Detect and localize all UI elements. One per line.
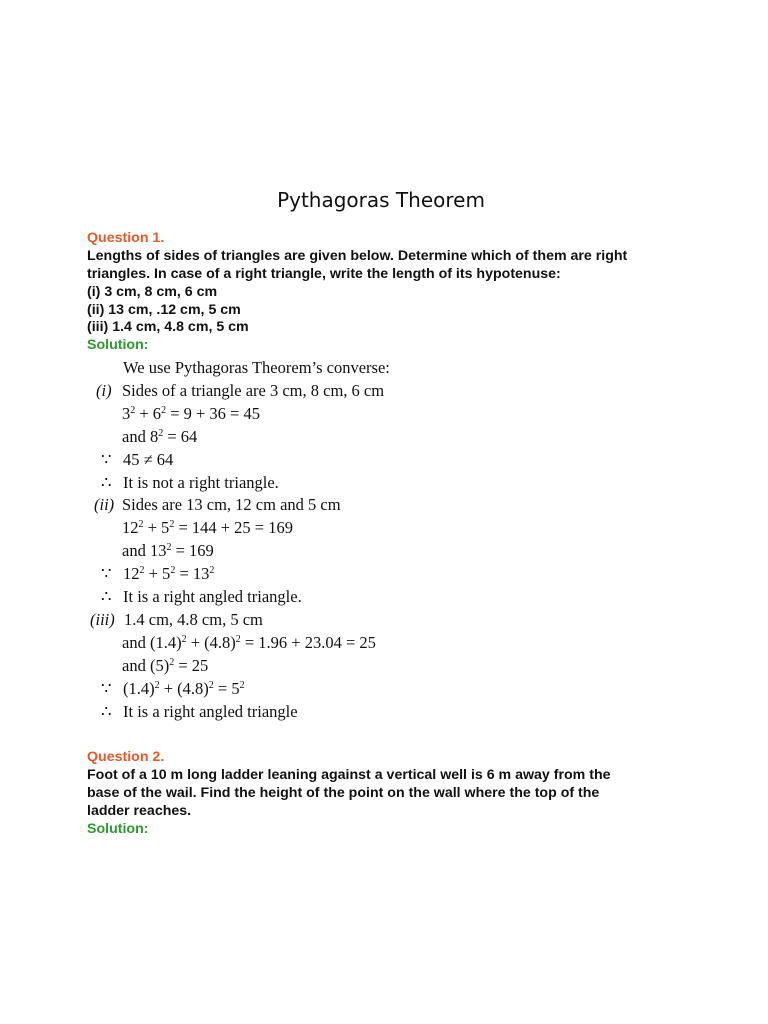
part-iii-heading: 1.4 cm, 4.8 cm, 5 cm bbox=[124, 610, 263, 629]
question-2-text-line-1: Foot of a 10 m long ladder leaning against a vertical well is 6 m away from the bbox=[87, 767, 611, 783]
part-iii-number: (iii) bbox=[90, 610, 115, 629]
question-1-option-iii: (iii) 1.4 cm, 4.8 cm, 5 cm bbox=[87, 319, 249, 335]
part-ii-therefore: ∴ It is a right angled triangle. bbox=[101, 587, 302, 606]
solution-intro: We use Pythagoras Theorem’s converse: bbox=[123, 358, 390, 377]
question-2-label: Question 2. bbox=[87, 749, 165, 765]
question-1-option-ii: (ii) 13 cm, .12 cm, 5 cm bbox=[87, 302, 241, 318]
part-i-number: (i) bbox=[96, 381, 112, 400]
because-symbol: ∵ bbox=[101, 450, 112, 469]
part-i-therefore: ∴ It is not a right triangle. bbox=[101, 473, 279, 492]
part-i-since: ∵ 45 ≠ 64 bbox=[101, 450, 174, 469]
therefore-symbol: ∴ bbox=[101, 473, 112, 492]
part-iii-since: ∵ $(1.4)^2 + (4.8)^2 = 5^2$ bbox=[101, 679, 245, 698]
question-2-text-line-2: base of the wail. Find the height of the point on the wall where the top of the bbox=[87, 785, 600, 801]
part-i-line-1: $3^2 + 6^2 = 9 + 36 = 45$ bbox=[122, 404, 260, 423]
part-ii-line-2: and $13^2 = 169$ bbox=[122, 541, 214, 560]
part-ii-since: ∵ $12^2 + 5^2 = 13^2$ bbox=[101, 564, 215, 583]
page-title: Pythagoras Theorem bbox=[277, 188, 485, 212]
because-symbol: ∵ bbox=[101, 679, 112, 698]
question-1-label: Question 1. bbox=[87, 230, 165, 246]
therefore-symbol: ∴ bbox=[101, 702, 112, 721]
part-iii-line-1: and $(1.4)^2 + (4.8)^2 = 1.96 + 23.04 = 25$ bbox=[122, 633, 376, 652]
question-2-solution-label: Solution: bbox=[87, 821, 149, 837]
therefore-symbol: ∴ bbox=[101, 587, 112, 606]
question-1-option-i: (i) 3 cm, 8 cm, 6 cm bbox=[87, 284, 218, 300]
part-iii-therefore: ∴ It is a right angled triangle bbox=[101, 702, 298, 721]
part-ii-heading: Sides are 13 cm, 12 cm and 5 cm bbox=[122, 495, 341, 514]
part-ii-number: (ii) bbox=[94, 495, 115, 514]
question-1-solution-label: Solution: bbox=[87, 337, 149, 353]
part-i-line-2: and $8^2 = 64$ bbox=[122, 427, 198, 446]
because-symbol: ∵ bbox=[101, 564, 112, 583]
question-1-text-line-1: Lengths of sides of triangles are given below. Determine which of them are right bbox=[87, 248, 628, 264]
part-iii-line-2: and $(5)^2 = 25$ bbox=[122, 656, 209, 675]
question-2-text-line-3: ladder reaches. bbox=[87, 803, 192, 819]
part-ii-line-1: $12^2 + 5^2 = 144 + 25 = 169$ bbox=[122, 518, 293, 537]
part-i-heading: Sides of a triangle are 3 cm, 8 cm, 6 cm bbox=[122, 381, 385, 400]
question-1-text-line-2: triangles. In case of a right triangle, write the length of its hypotenuse: bbox=[87, 266, 561, 282]
